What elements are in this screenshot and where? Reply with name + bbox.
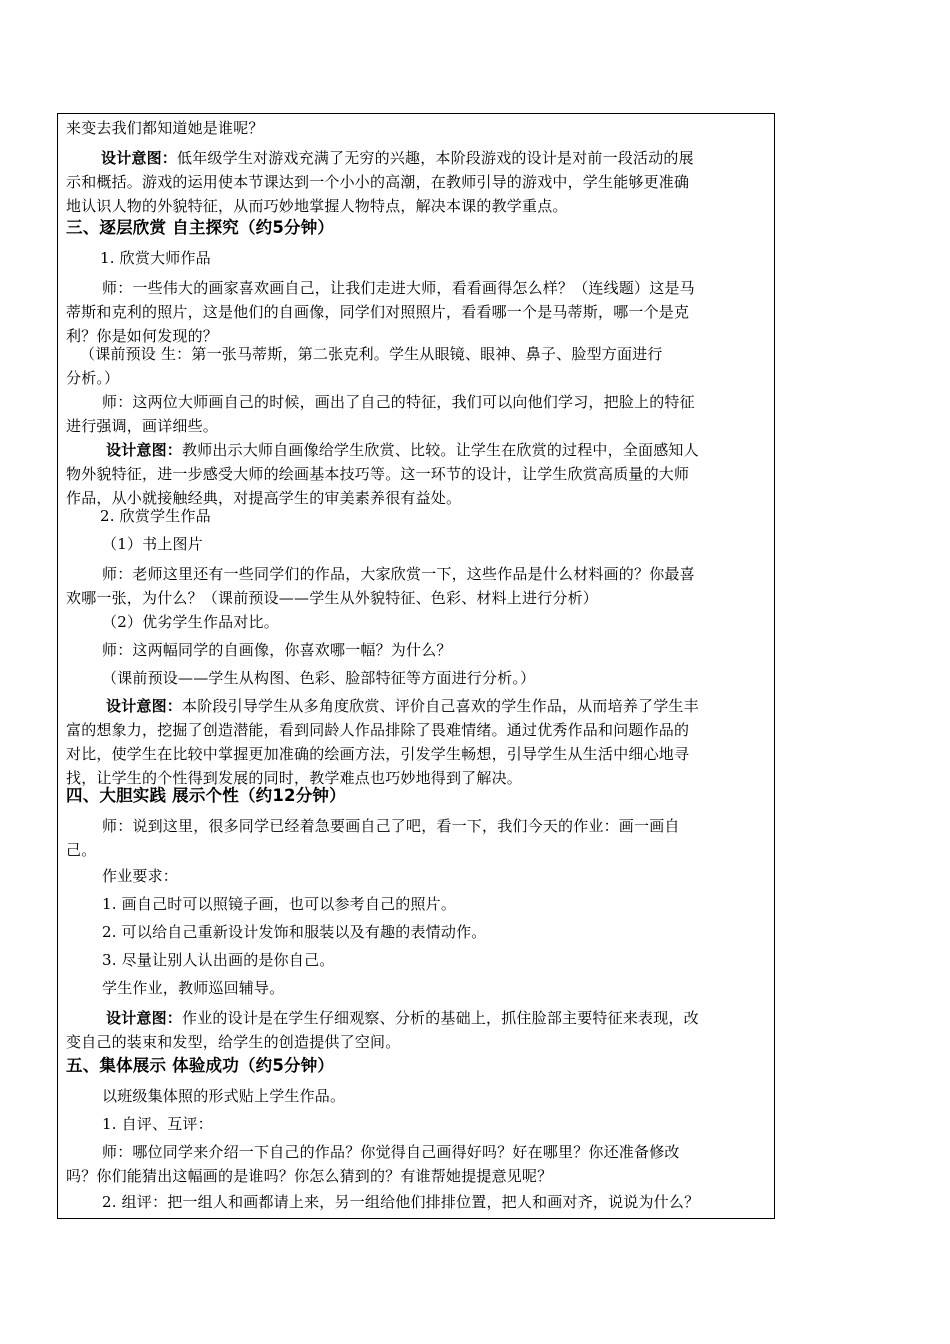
list-item: 2. 组评：把一组人和画都请上来，另一组给他们排排位置，把人和画对齐，说说为什么？ (102, 1193, 700, 1211)
text-line: （2）优劣学生作品对比。 (102, 613, 279, 631)
design-intent-paragraph: 设计意图：低年级学生对游戏充满了无穷的兴趣，本阶段游戏的设计是对前一段活动的展 (101, 149, 694, 167)
text-line: 找，让学生的个性得到发展的同时，教学难点也巧妙地得到了解决。 (66, 769, 523, 787)
text-line: 师：这两位大师画自己的时候，画出了自己的特征，我们可以向他们学习，把脸上的特征 (102, 393, 695, 411)
text-line: 吗？你们能猜出这幅画的是谁吗？你怎么猜到的？有谁帮她提提意见呢？ (66, 1167, 553, 1185)
design-intent-label: 设计意图： (106, 1009, 183, 1027)
design-intent-paragraph: 设计意图：教师出示大师自画像给学生欣赏、比较。让学生在欣赏的过程中，全面感知人 (106, 441, 699, 459)
text-line: 以班级集体照的形式贴上学生作品。 (102, 1087, 346, 1105)
design-intent-paragraph: 设计意图：作业的设计是在学生仔细观察、分析的基础上，抓住脸部主要特征来表现，改 (106, 1009, 699, 1027)
section-heading: 四、大胆实践 展示个性（约12分钟） (66, 786, 346, 805)
text-line: 富的想象力，挖掘了创造潜能，看到同龄人作品排除了畏难情绪。通过优秀作品和问题作品的 (66, 721, 690, 739)
text-line: 蒂斯和克利的照片，这是他们的自画像，同学们对照照片，看看哪一个是马蒂斯，哪一个是克 (66, 303, 690, 321)
text-line: 师：老师这里还有一些同学们的作品，大家欣赏一下，这些作品是什么材料画的？你最喜 (102, 565, 695, 583)
text-line: 学生作业，教师巡回辅导。 (102, 979, 285, 997)
text-line: 地认识人物的外貌特征，从而巧妙地掌握人物特点，解决本课的教学重点。 (66, 197, 568, 215)
text-line: 作品，从小就接触经典，对提高学生的审美素养很有益处。 (66, 489, 462, 507)
text-line: 进行强调，画详细些。 (66, 417, 219, 435)
text-line: 来变去我们都知道她是谁呢？ (66, 119, 264, 137)
text-line: 分析。） (66, 369, 120, 387)
list-item: 2. 可以给自己重新设计发饰和服装以及有趣的表情动作。 (102, 923, 487, 941)
text-line: 师：说到这里，很多同学已经着急要画自己了吧，看一下，我们今天的作业：画一画自 (102, 817, 680, 835)
text-line: 对比，使学生在比较中掌握更加准确的绘画方法，引发学生畅想，引导学生从生活中细心地寻 (66, 745, 690, 763)
subheading: 1. 欣赏大师作品 (100, 249, 211, 267)
design-intent-label: 设计意图： (106, 697, 183, 715)
text-line: 变自己的装束和发型，给学生的创造提供了空间。 (66, 1033, 401, 1051)
design-intent-paragraph: 设计意图：本阶段引导学生从多角度欣赏、评价自己喜欢的学生作品，从而培养了学生丰 (106, 697, 699, 715)
list-item: 1. 画自己时可以照镜子画，也可以参考自己的照片。 (102, 895, 457, 913)
text-line: 利？你是如何发现的？ (66, 327, 219, 345)
text-line: 欢哪一张，为什么？（课前预设——学生从外貌特征、色彩、材料上进行分析） (66, 589, 599, 607)
text-line: 师：这两幅同学的自画像，你喜欢哪一幅？为什么？ (102, 641, 452, 659)
design-intent-label: 设计意图： (106, 441, 183, 459)
text-line: 师：哪位同学来介绍一下自己的作品？你觉得自己画得好吗？好在哪里？你还准备修改 (102, 1143, 680, 1161)
text-line: 示和概括。游戏的运用使本节课达到一个小小的高潮，在教师引导的游戏中，学生能够更准确 (66, 173, 690, 191)
section-heading: 三、逐层欣赏 自主探究（约5分钟） (66, 218, 335, 237)
section-heading: 五、集体展示 体验成功（约5分钟） (66, 1056, 335, 1075)
list-item: 3. 尽量让别人认出画的是你自己。 (102, 951, 335, 969)
subheading: 2. 欣赏学生作品 (100, 507, 211, 525)
text-line: 己。 (66, 841, 97, 859)
text-line: （1）书上图片 (102, 535, 203, 553)
text-line: （课前预设 生：第一张马蒂斯，第二张克利。学生从眼镜、眼神、鼻子、脸型方面进行 (80, 345, 663, 363)
text-line: 作业要求： (102, 867, 179, 885)
text-line: 物外貌特征，进一步感受大师的绘画基本技巧等。这一环节的设计，让学生欣赏高质量的大师 (66, 465, 690, 483)
design-intent-label: 设计意图： (101, 149, 178, 167)
text-line: 师：一些伟大的画家喜欢画自己，让我们走进大师，看看画得怎么样？（连线题）这是马 (102, 279, 695, 297)
text-line: （课前预设——学生从构图、色彩、脸部特征等方面进行分析。） (102, 669, 536, 687)
list-item: 1. 自评、互评： (102, 1115, 213, 1133)
